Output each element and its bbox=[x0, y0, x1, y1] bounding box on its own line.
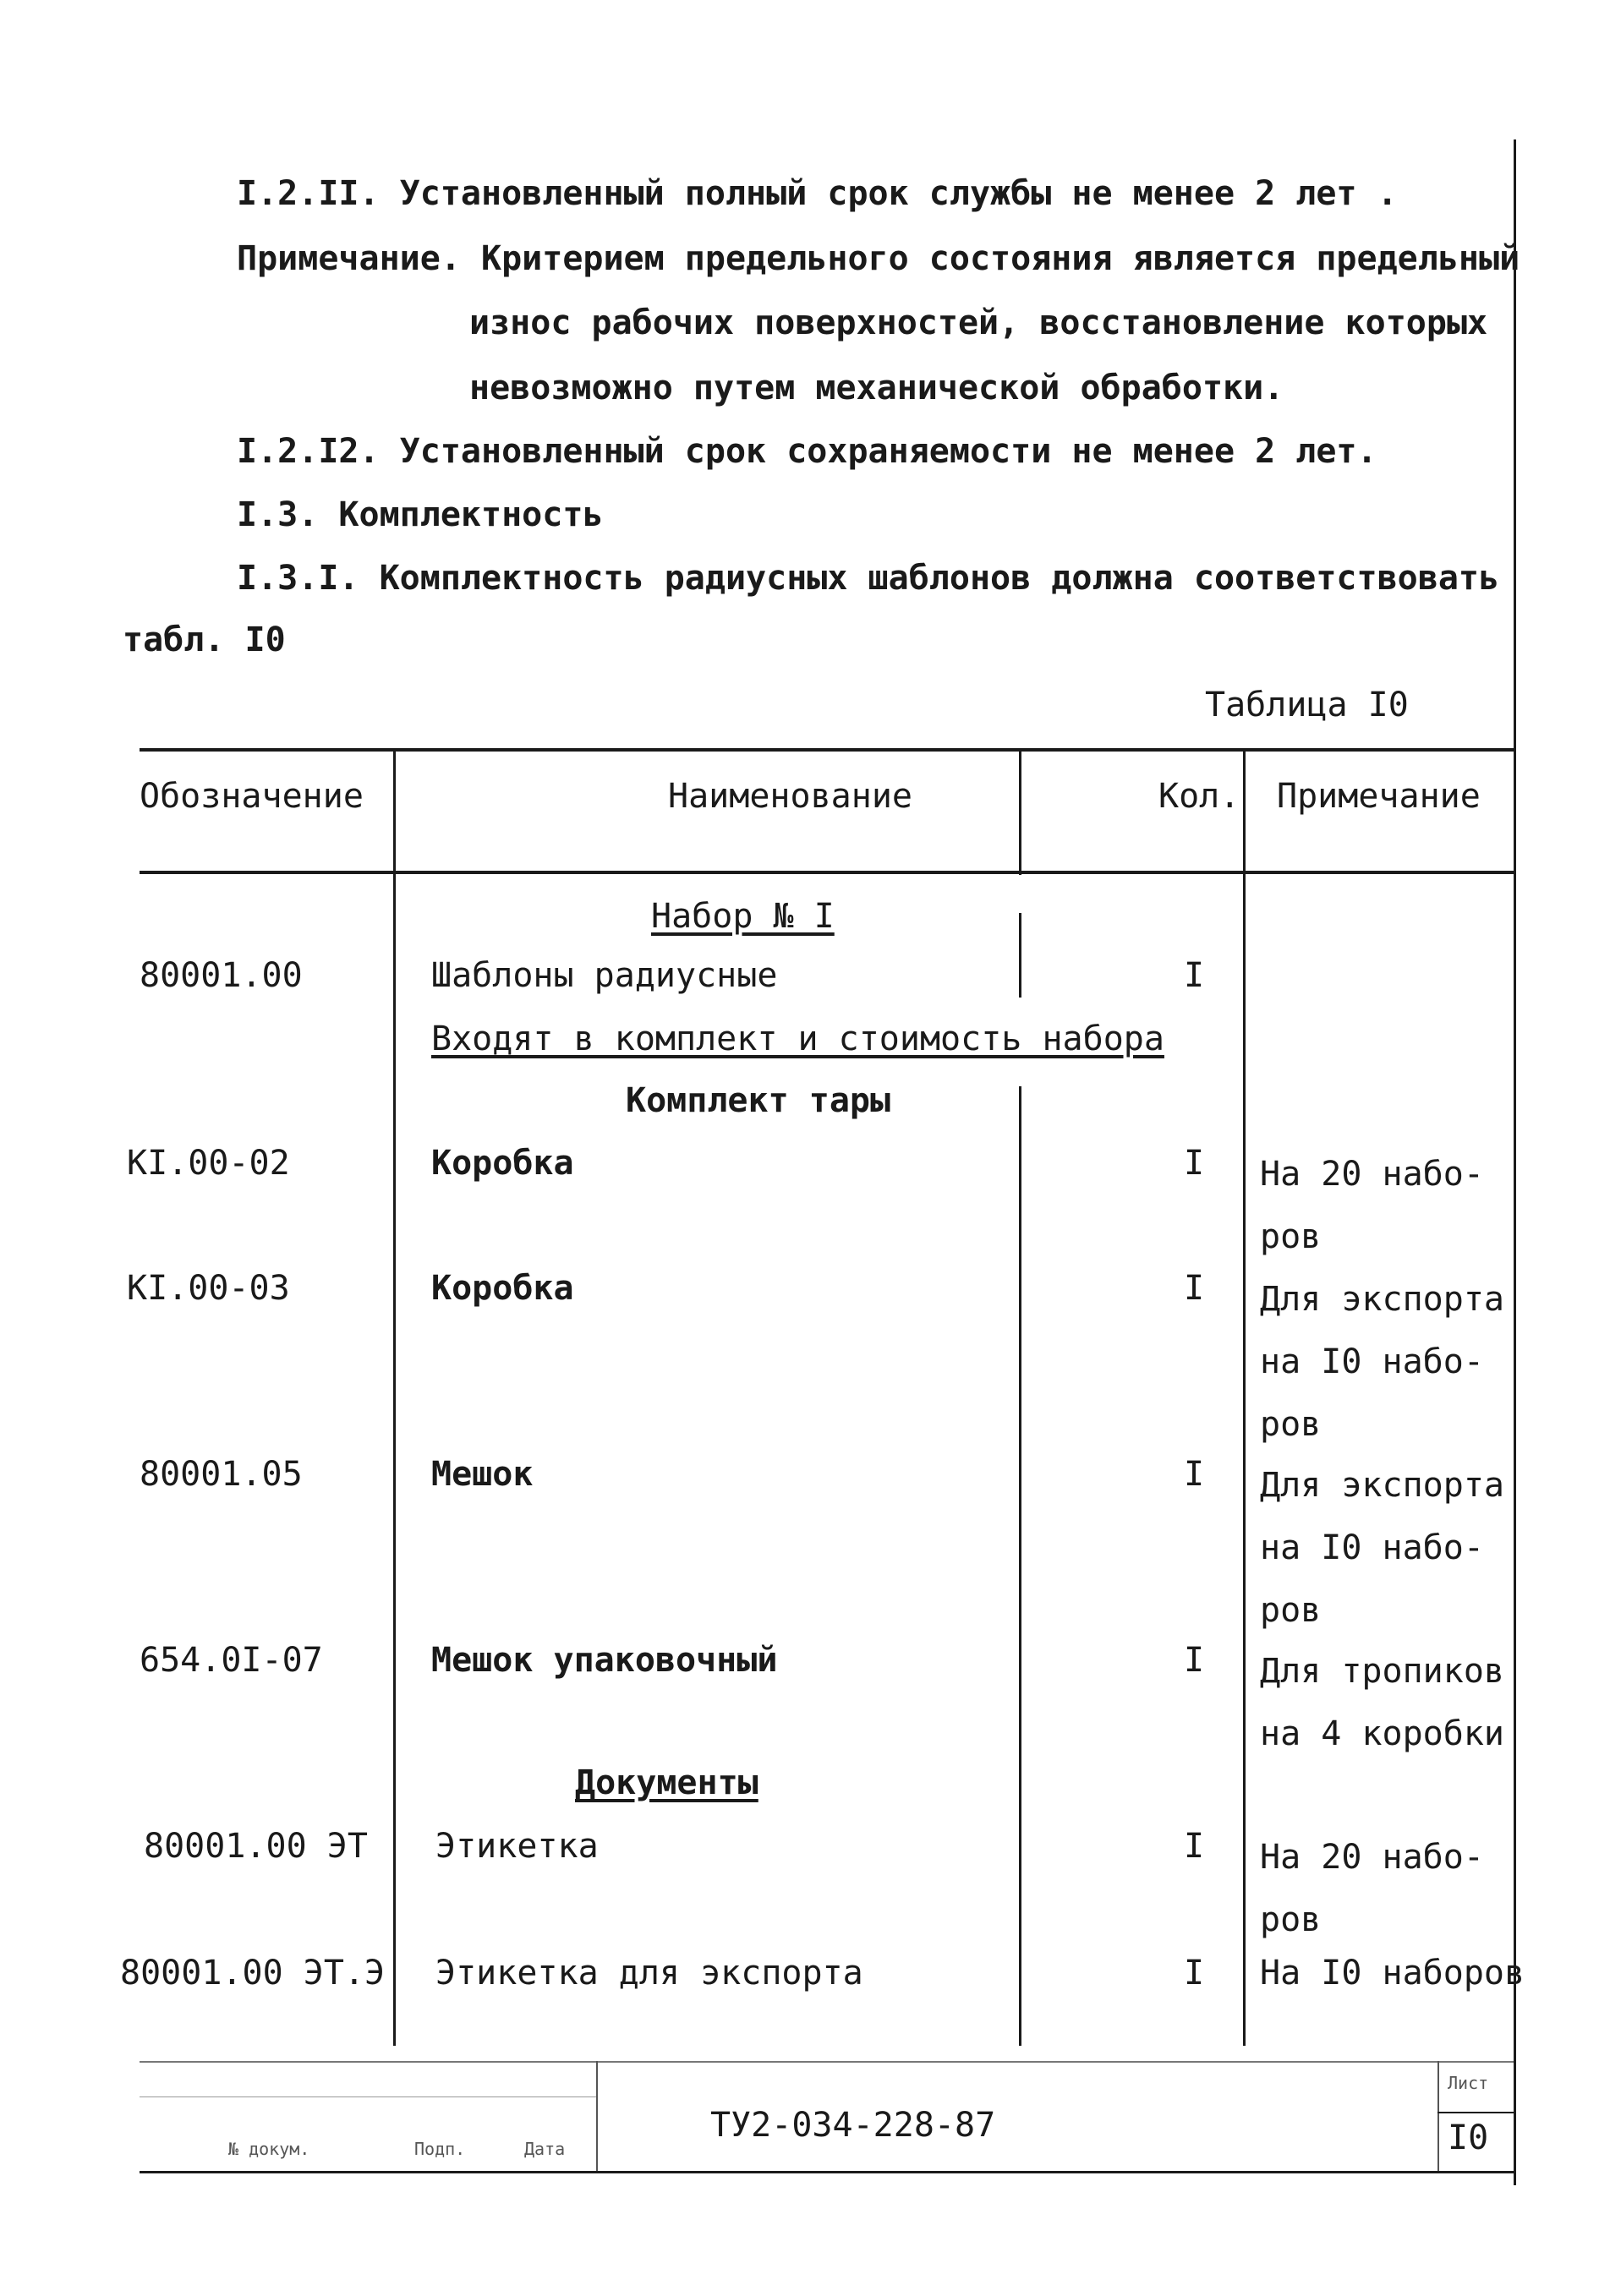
header-name: Наименование bbox=[668, 777, 912, 816]
row-7-qty: I bbox=[1184, 1954, 1205, 1993]
stamp-label-date: Дата bbox=[524, 2139, 566, 2159]
row-2-name: Коробка bbox=[431, 1144, 574, 1183]
table-caption: Таблица I0 bbox=[1205, 686, 1409, 724]
row-2-designation: KI.00-02 bbox=[127, 1144, 290, 1183]
table-header-rule bbox=[140, 871, 1514, 874]
stamp-label-doc-no: № докум. bbox=[228, 2139, 310, 2159]
set-included-note: Входят в комплект и стоимость набора bbox=[431, 1020, 1164, 1058]
section-title: I.3. Комплектность bbox=[237, 495, 604, 534]
row-4-note: Для экспорта на I0 набо- ров bbox=[1260, 1466, 1504, 1630]
col-divider-3 bbox=[1243, 748, 1246, 2046]
row-7-note: На I0 наборов bbox=[1260, 1954, 1525, 1993]
header-qty: Кол. bbox=[1158, 777, 1240, 816]
row-4-designation: 80001.05 bbox=[140, 1455, 303, 1494]
row-2-note: На 20 набо- ров bbox=[1260, 1155, 1484, 1256]
row-3-designation: KI.00-03 bbox=[127, 1269, 290, 1308]
row-4-qty: I bbox=[1184, 1455, 1205, 1494]
row-2-qty: I bbox=[1184, 1144, 1205, 1183]
sheet-label: Лист bbox=[1448, 2073, 1489, 2093]
row-6-name: Этикетка bbox=[435, 1827, 599, 1866]
row-3-note: Для экспорта на I0 набо- ров bbox=[1260, 1280, 1504, 1444]
table-top-rule bbox=[140, 748, 1514, 752]
clause-1-3-1-line2: табл. I0 bbox=[123, 620, 286, 659]
row-4-name: Мешок bbox=[431, 1455, 534, 1494]
stamp-divider-right bbox=[1437, 2061, 1439, 2171]
row-5-note: Для тропиков на 4 коробки bbox=[1260, 1652, 1504, 1753]
row-5-designation: 654.0I-07 bbox=[140, 1641, 323, 1680]
row-3-qty: I bbox=[1184, 1269, 1205, 1308]
stamp-sheet-rule bbox=[1437, 2112, 1514, 2113]
row-6-note: На 20 набо- ров bbox=[1260, 1838, 1484, 1939]
row-1-qty: I bbox=[1184, 956, 1205, 995]
clause-1-2-12: I.2.I2. Установленный срок сохраняемости не менее 2 лет. bbox=[237, 432, 1377, 471]
group-docs-heading: Документы bbox=[575, 1763, 758, 1802]
sheet-number: I0 bbox=[1448, 2118, 1489, 2157]
col-divider-2a bbox=[1019, 748, 1021, 875]
clause-1-3-1-line1: I.3.I. Комплектность радиусных шаблонов должна соответствовать bbox=[237, 559, 1500, 598]
group-set-heading: Набор № I bbox=[651, 897, 835, 936]
header-designation: Обозначение bbox=[140, 777, 364, 816]
row-1-designation: 80001.00 bbox=[140, 956, 303, 995]
row-6-designation: 80001.00 ЭТ bbox=[144, 1827, 368, 1866]
page-frame-right bbox=[1514, 139, 1516, 2185]
row-3-name: Коробка bbox=[431, 1269, 574, 1308]
note-line-3: невозможно путем механической обработки. bbox=[469, 369, 1284, 407]
stamp-divider-left bbox=[596, 2061, 598, 2171]
stamp-mid-rule bbox=[140, 2096, 596, 2097]
note-line-2: износ рабочих поверхностей, восстановление которых bbox=[469, 303, 1488, 342]
clause-1-2-11: I.2.II. Установленный полный срок службы не менее 2 лет . bbox=[237, 174, 1398, 213]
stamp-bottom-rule bbox=[140, 2171, 1514, 2173]
col-divider-2c bbox=[1019, 1086, 1021, 2046]
document-code: ТУ2-034-228-87 bbox=[710, 2106, 996, 2145]
row-7-name: Этикетка для экспорта bbox=[435, 1954, 863, 1993]
note-line-1: Примечание. Критерием предельного состояния является предельный bbox=[237, 239, 1520, 278]
group-packing-heading: Комплект тары bbox=[626, 1081, 891, 1120]
row-5-qty: I bbox=[1184, 1641, 1205, 1680]
col-divider-1 bbox=[393, 748, 396, 2046]
row-7-designation: 80001.00 ЭТ.Э bbox=[120, 1954, 386, 1993]
col-divider-2b bbox=[1019, 913, 1021, 998]
row-6-qty: I bbox=[1184, 1827, 1205, 1866]
row-1-name: Шаблоны радиусные bbox=[431, 956, 778, 995]
row-5-name: Мешок упаковочный bbox=[431, 1641, 778, 1680]
stamp-label-signature: Подп. bbox=[414, 2139, 466, 2159]
stamp-top-rule bbox=[140, 2061, 1514, 2063]
header-note: Примечание bbox=[1277, 777, 1481, 816]
